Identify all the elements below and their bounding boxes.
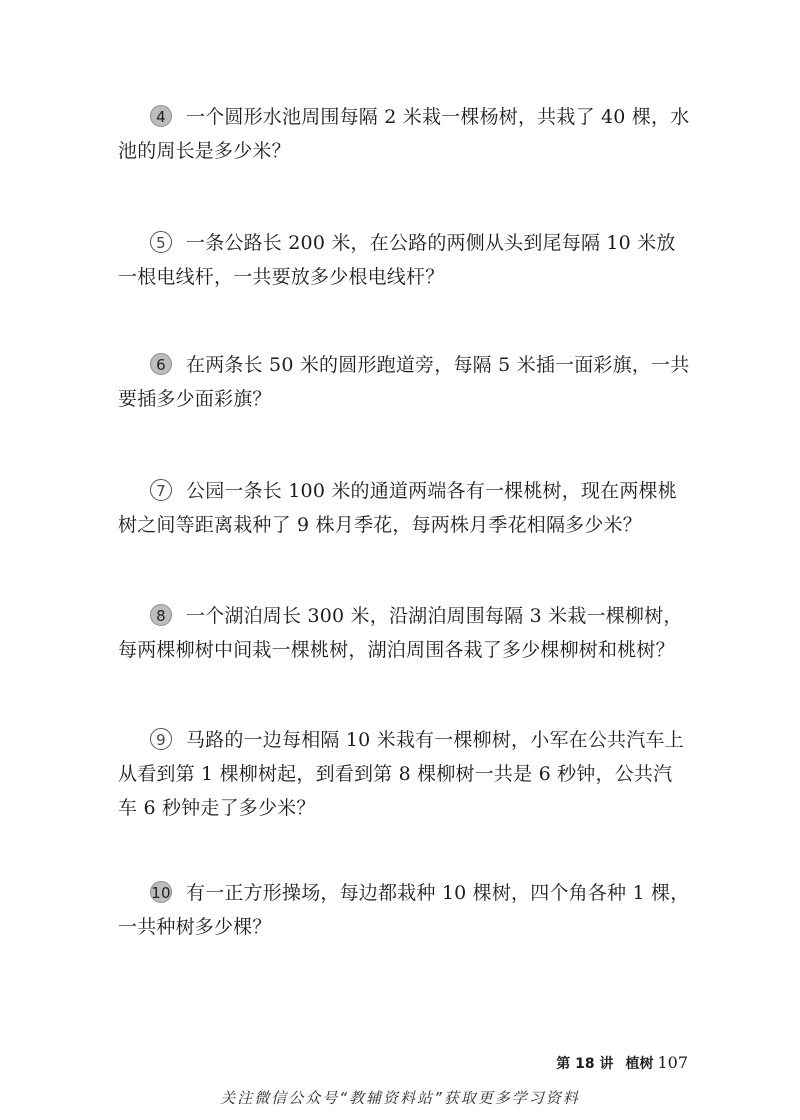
problem-text: 一条公路长 200 米，在公路的两侧从头到尾每隔 10 米放一根电线杆，一共要放多少根电线杆？ <box>118 232 676 288</box>
page-number: 107 <box>657 1053 688 1072</box>
problem-4 <box>118 100 690 168</box>
problem-7 <box>118 474 690 542</box>
problem-5 <box>118 226 690 294</box>
problem-text: 公园一条长 100 米的通道两端各有一棵桃树，现在两棵桃树之间等距离栽种了 9 株月季花，每两株月季花相隔多少米？ <box>118 480 677 536</box>
problem-number-badge: 6 <box>150 353 172 375</box>
problem-number-badge: 8 <box>150 604 172 626</box>
problem-number-badge: 9 <box>150 728 172 750</box>
problem-text: 在两条长 50 米的圆形跑道旁，每隔 5 米插一面彩旗，一共要插多少面彩旗？ <box>118 354 690 410</box>
watermark-text: 关注微信公众号“教辅资料站”获取更多学习资料 <box>220 1089 580 1107</box>
problem-10 <box>118 876 690 944</box>
problem-text: 有一正方形操场，每边都栽种 10 棵树，四个角各种 1 棵，一共种树多少棵？ <box>118 882 690 938</box>
lecture-label: 第 18 讲 <box>556 1056 614 1072</box>
problem-6 <box>118 348 690 416</box>
problem-text: 马路的一边每相隔 10 米栽有一棵柳树，小军在公共汽车上从看到第 1 棵柳树起，到看到第 8 棵柳树一共是 6 秒钟，公共汽车 6 秒钟走了多少米？ <box>118 729 684 819</box>
problem-number-badge: 4 <box>150 105 172 127</box>
problem-number-badge: 5 <box>150 231 172 253</box>
problem-number-badge: 7 <box>150 479 172 501</box>
problem-text: 一个湖泊周长 300 米，沿湖泊周围每隔 3 米栽一棵柳树，每两棵柳树中间栽一棵桃树，湖泊周围各栽了多少棵柳树和桃树？ <box>118 605 683 661</box>
problem-8 <box>118 599 690 667</box>
problem-number-badge: 10 <box>150 881 172 903</box>
problem-text: 一个圆形水池周围每隔 2 米栽一棵杨树，共栽了 40 棵，水池的周长是多少米？ <box>118 106 690 162</box>
topic-label: 植树 <box>625 1056 654 1072</box>
page-footer <box>556 1053 688 1073</box>
problem-9 <box>118 723 690 825</box>
